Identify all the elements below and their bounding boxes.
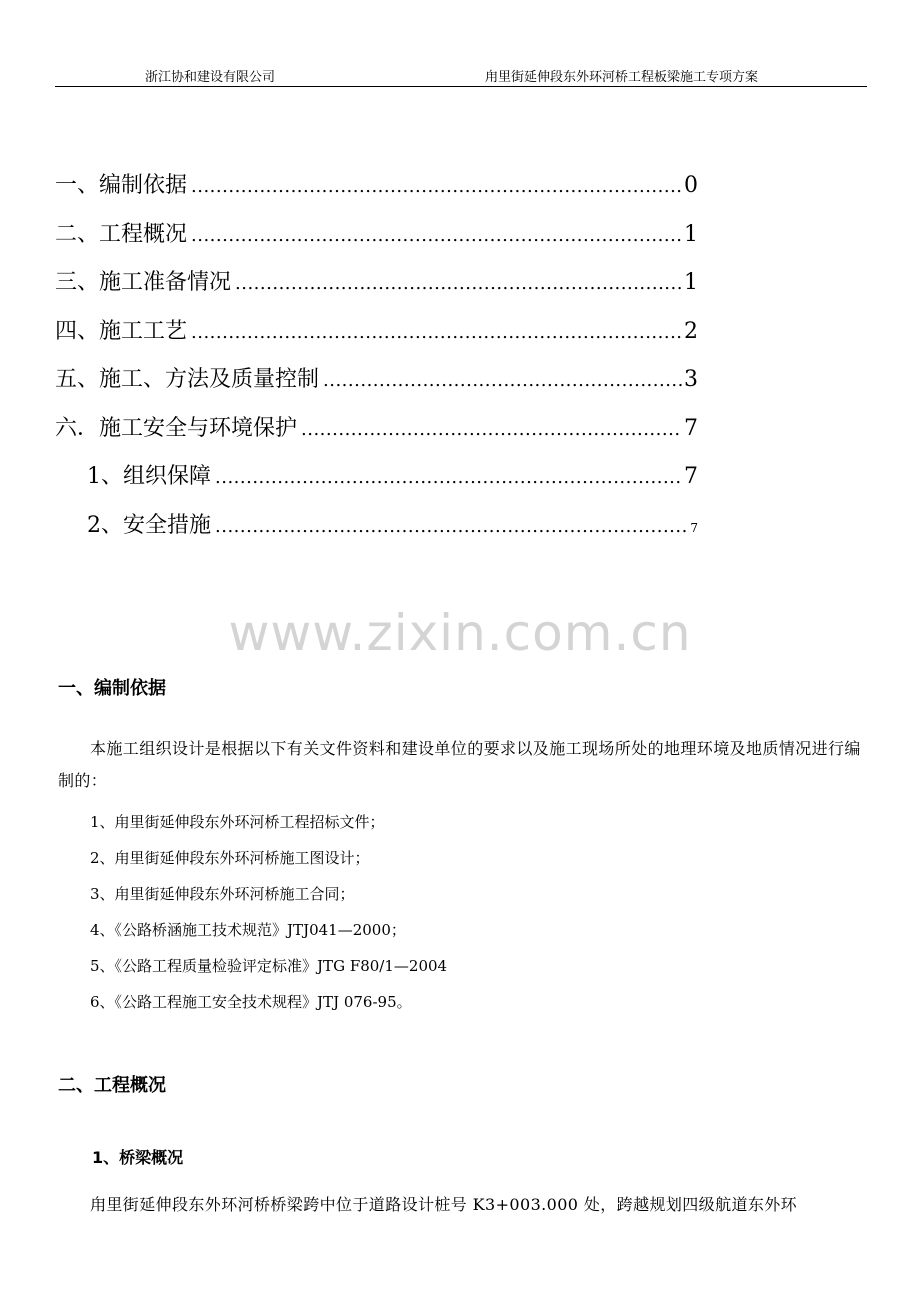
list-item: 2、甪里街延伸段东外环河桥施工图设计； [90, 849, 370, 867]
toc-leader-dots [191, 176, 682, 197]
subsection-heading: 1、桥梁概况 [92, 1148, 184, 1167]
toc-entry-page: 7 [684, 464, 698, 489]
section-heading: 二、工程概况 [58, 1075, 166, 1096]
section-heading: 一、编制依据 [58, 678, 166, 699]
reference-list [90, 804, 447, 1020]
watermark: www.zixin.com.cn [228, 604, 692, 662]
toc-entry-label: 二、工程概况 [55, 221, 188, 247]
toc-entry-label: 五、施工、方法及质量控制 [55, 367, 320, 392]
toc-entry[interactable] [55, 265, 698, 314]
toc-leader-dots [235, 273, 682, 294]
page-header [55, 60, 867, 87]
toc-entry-page: 2 [684, 318, 698, 344]
list-item: 3、甪里街延伸段东外环河桥施工合同； [90, 885, 355, 903]
toc-entry[interactable] [55, 217, 698, 266]
toc-leader-dots [191, 322, 682, 343]
toc-entry[interactable] [55, 314, 698, 363]
toc-entry-label: 2、安全措施 [87, 512, 211, 538]
toc-leader-dots [191, 225, 682, 246]
body-text: 甪里街延伸段东外环河桥桥梁跨中位于道路设计桩号 K3+003.000 处，跨越规划四级航道东外环 [90, 1195, 798, 1214]
list-item: 5、《公路工程质量检验评定标准》JTG F80/1—2004 [90, 957, 448, 975]
toc-leader-dots [323, 370, 682, 391]
toc-entry-label: 1、组织保障 [87, 464, 211, 489]
toc-entry-label: 六．施工安全与环境保护 [55, 415, 298, 441]
toc-entry-page: 1 [684, 270, 698, 295]
toc-subentry[interactable] [55, 508, 698, 557]
toc-entry-label: 一、编制依据 [55, 173, 188, 198]
toc-leader-dots [301, 419, 682, 440]
toc-entry-page: 0 [684, 173, 698, 198]
toc-subentry[interactable] [55, 459, 698, 508]
table-of-contents [55, 168, 698, 556]
toc-entry[interactable] [55, 362, 698, 411]
toc-entry-label: 三、施工准备情况 [55, 270, 232, 295]
toc-entry[interactable] [55, 168, 698, 217]
section-intro-paragraph: 本施工组织设计是根据以下有关文件资料和建设单位的要求以及施工现场所处的地理环境及地质情况进行编制的： [58, 739, 861, 790]
toc-entry-label: 四、施工工艺 [55, 318, 188, 344]
toc-entry-page: 3 [684, 367, 698, 392]
toc-entry[interactable] [55, 411, 698, 460]
toc-entry-page: 7 [684, 415, 698, 441]
header-project-title: 甪里街延伸段东外环河桥工程板梁施工专项方案 [485, 70, 759, 85]
toc-entry-page: 1 [684, 221, 698, 247]
toc-entry-page: 7 [690, 520, 698, 535]
toc-leader-dots [215, 467, 682, 488]
header-company: 浙江协和建设有限公司 [145, 70, 276, 85]
list-item: 6、《公路工程施工安全技术规程》JTJ 076-95。 [90, 993, 412, 1011]
toc-leader-dots [215, 516, 688, 537]
list-item: 1、甪里街延伸段东外环河桥工程招标文件； [90, 813, 385, 831]
list-item: 4、《公路桥涵施工技术规范》JTJ041—2000； [90, 921, 406, 939]
